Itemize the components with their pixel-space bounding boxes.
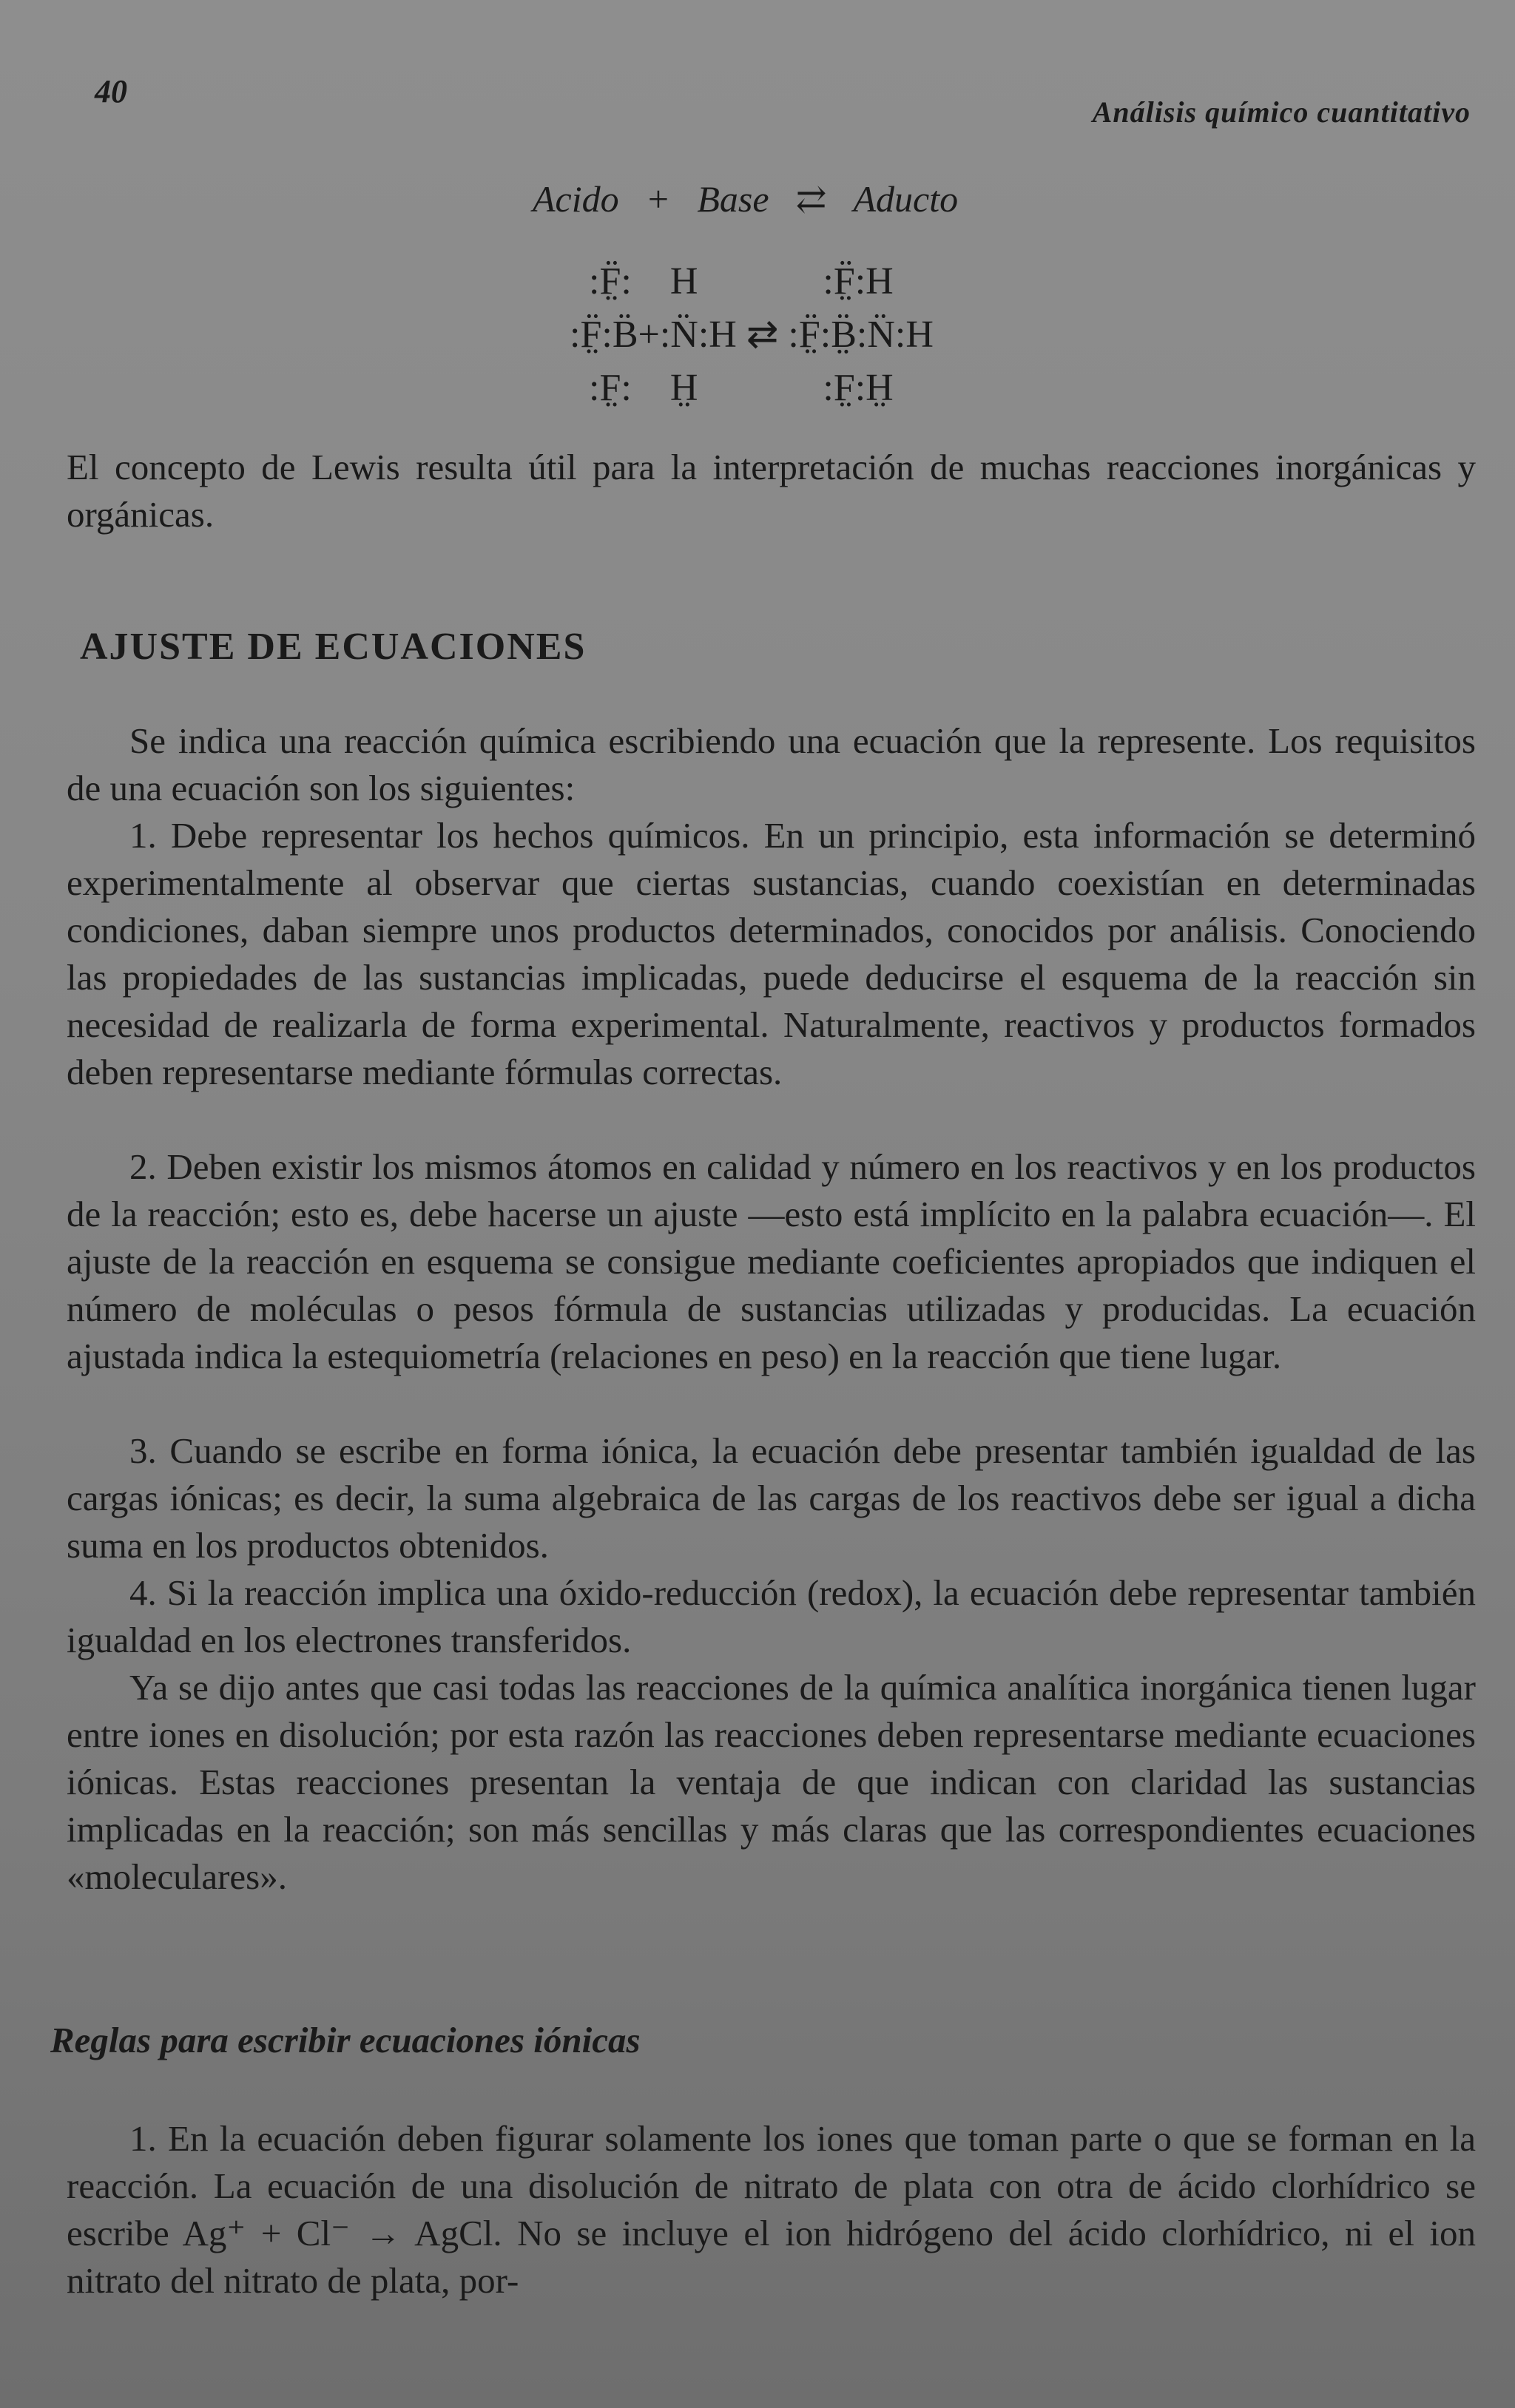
equilibrium-arrow: ⇄ [795, 178, 827, 220]
acid-base-equation [533, 177, 958, 220]
adduct-label: Aducto [853, 178, 959, 220]
subsection-heading: Reglas para escribir ecuaciones iónicas [50, 2020, 641, 2060]
requirement-1: 1. Debe representar los hechos químicos. En un principio, esta información se determinó experimentalmente al observar que ciertas sustancias, cuando coexistían en determinadas condiciones, daban siempre unos productos determinados, conocidos por análisis. Conociendo las propiedades de las sustancias implicadas, puede deducirse el esquema de la reacción sin necesidad de realizarla de forma experimental. Naturalmente, reactivos y productos formados deben representarse mediante fórmulas correctas. [67, 815, 1476, 1092]
requirement-3: 3. Cuando se escribe en forma iónica, la ecuación debe presentar también igualdad de las cargas iónicas; es decir, la suma algebraica de las cargas de los reactivos debe ser igual a dicha suma en los productos obtenidos. [67, 1430, 1476, 1566]
base-label: Base [697, 178, 769, 220]
requirement-2: 2. Deben existir los mismos átomos en calidad y número en los reactivos y en los productos de la reacción; esto es, debe hacerse un ajuste —esto está implícito en la palabra ecuación—. El ajuste de la reacción en esquema se consigue mediante coeficientes apropiados que indiquen el número de moléculas o pesos fórmula de sustancias utilizadas y producidas. La ecuación ajustada indica la estequiometría (relaciones en peso) en la reacción que tiene lugar. [67, 1146, 1476, 1376]
plus-sign: + [645, 178, 671, 220]
acid-label: Acido [533, 178, 619, 220]
lewis-row-bottom: :F̤: H̤ :F̤:H̤ [570, 367, 894, 409]
lewis-row-top: :F̤̈: H :F̤̈:H [570, 260, 894, 302]
page-number: 40 [95, 73, 127, 109]
intro-paragraph: El concepto de Lewis resulta útil para la interpretación de muchas reacciones inorgánicas y orgánicas. [67, 447, 1476, 535]
running-title: Análisis químico cuantitativo [1092, 95, 1471, 129]
section-intro: Se indica una reacción química escribiendo una ecuación que la represente. Los requisitos de una ecuación son los siguientes: [67, 720, 1476, 808]
requirement-4: 4. Si la reacción implica una óxido-reducción (redox), la ecuación debe representar también igualdad en los electrones transferidos. [67, 1572, 1476, 1660]
lewis-row-middle: :F̤̈:B̈+:N̈:H ⇄ :F̤̈:B̤̈:N̈:H [570, 314, 934, 356]
section-heading: AJUSTE DE ECUACIONES [80, 626, 587, 668]
closing-paragraph: Ya se dijo antes que casi todas las reacciones de la química analítica inorgánica tienen lugar entre iones en disolución; por esta razón las reacciones deben representarse mediante ecuaciones iónicas. Estas reacciones presentan la ventaja de que indican con claridad las sustancias implicadas en la reacción; son más sencillas y más claras que las correspondientes ecuaciones «moleculares». [67, 1667, 1476, 1897]
lewis-structure-diagram [570, 255, 934, 415]
rule-1-paragraph: 1. En la ecuación deben figurar solamente los iones que toman parte o que se forman en la reacción. La ecuación de una disolución de nitrato de plata con otra de ácido clorhídrico se escribe Ag⁺ + Cl⁻ → AgCl. No se incluye el ion hidrógeno del ácido clorhídrico, ni el ion nitrato del nitrato de plata, por- [67, 2118, 1476, 2301]
